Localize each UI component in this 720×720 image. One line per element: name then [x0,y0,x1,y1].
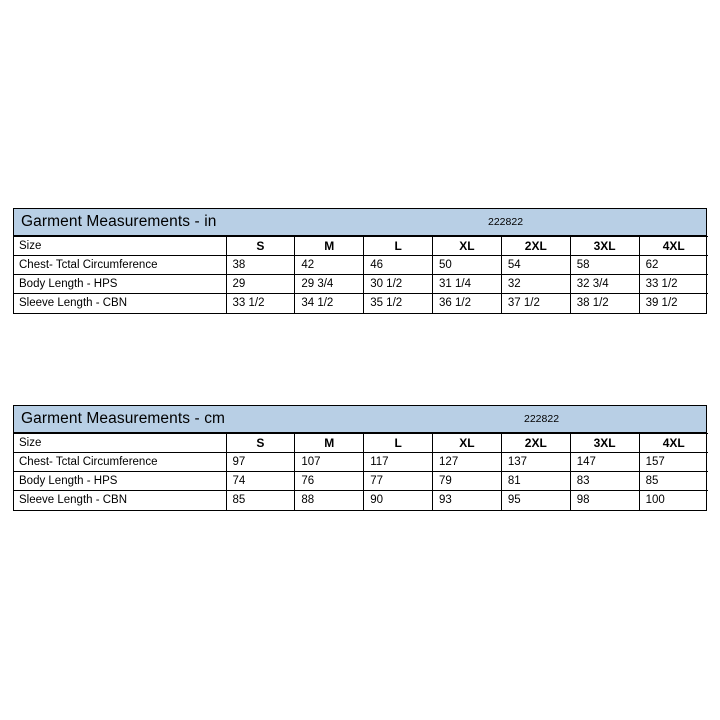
cell-value: 97 [226,453,295,472]
size-table-metric [13,405,707,511]
cell-value: 32 3/4 [570,275,639,294]
cell-value: 36 1/2 [433,294,502,313]
column-header-m: M [295,237,364,256]
column-header-size: Size [14,237,226,256]
column-header-l: L [364,237,433,256]
column-header-s: S [226,434,295,453]
table-title-metric: Garment Measurements - cm [21,410,226,427]
cell-value: 58 [570,256,639,275]
cell-value: 76 [295,472,364,491]
cell-value: 88 [295,491,364,510]
table-title-bar-imperial [14,209,706,236]
cell-value: 74 [226,472,295,491]
cell-value: 81 [501,472,570,491]
cell-value: 32 [501,275,570,294]
column-header-xl: XL [433,434,502,453]
table-title-imperial: Garment Measurements - in [21,213,217,230]
row-label: Chest- Tctal Circumference [14,453,226,472]
column-header-4xl: 4XL [639,237,708,256]
cell-value: 38 [226,256,295,275]
table-row [14,491,708,510]
cell-value: 34 1/2 [295,294,364,313]
column-header-l: L [364,434,433,453]
row-label: Body Length - HPS [14,275,226,294]
column-header-size: Size [14,434,226,453]
cell-value: 50 [433,256,502,275]
cell-value: 98 [570,491,639,510]
cell-value: 90 [364,491,433,510]
cell-value: 39 1/2 [639,294,708,313]
cell-value: 85 [639,472,708,491]
measurements-table-metric [14,433,708,510]
cell-value: 79 [433,472,502,491]
column-header-xl: XL [433,237,502,256]
cell-value: 37 1/2 [501,294,570,313]
cell-value: 147 [570,453,639,472]
table-header-row [14,434,708,453]
cell-value: 62 [639,256,708,275]
cell-value: 157 [639,453,708,472]
table-code-metric: 222822 [524,413,560,425]
cell-value: 137 [501,453,570,472]
cell-value: 29 3/4 [295,275,364,294]
cell-value: 77 [364,472,433,491]
cell-value: 117 [364,453,433,472]
column-header-m: M [295,434,364,453]
size-table-imperial [13,208,707,314]
cell-value: 54 [501,256,570,275]
table-row [14,275,708,294]
row-label: Sleeve Length - CBN [14,491,226,510]
column-header-2xl: 2XL [501,237,570,256]
cell-value: 33 1/2 [639,275,708,294]
cell-value: 107 [295,453,364,472]
column-header-3xl: 3XL [570,237,639,256]
cell-value: 35 1/2 [364,294,433,313]
table-header-row [14,237,708,256]
cell-value: 85 [226,491,295,510]
cell-value: 30 1/2 [364,275,433,294]
column-header-4xl: 4XL [639,434,708,453]
cell-value: 93 [433,491,502,510]
column-header-s: S [226,237,295,256]
measurements-table-imperial [14,236,708,313]
cell-value: 127 [433,453,502,472]
column-header-2xl: 2XL [501,434,570,453]
cell-value: 38 1/2 [570,294,639,313]
table-row [14,256,708,275]
table-code-imperial: 222822 [488,216,524,228]
cell-value: 46 [364,256,433,275]
table-row [14,472,708,491]
row-label: Body Length - HPS [14,472,226,491]
cell-value: 33 1/2 [226,294,295,313]
cell-value: 29 [226,275,295,294]
cell-value: 100 [639,491,708,510]
row-label: Chest- Tctal Circumference [14,256,226,275]
cell-value: 42 [295,256,364,275]
table-row [14,453,708,472]
table-title-bar-metric [14,406,706,433]
cell-value: 95 [501,491,570,510]
cell-value: 83 [570,472,639,491]
row-label: Sleeve Length - CBN [14,294,226,313]
table-row [14,294,708,313]
column-header-3xl: 3XL [570,434,639,453]
cell-value: 31 1/4 [433,275,502,294]
